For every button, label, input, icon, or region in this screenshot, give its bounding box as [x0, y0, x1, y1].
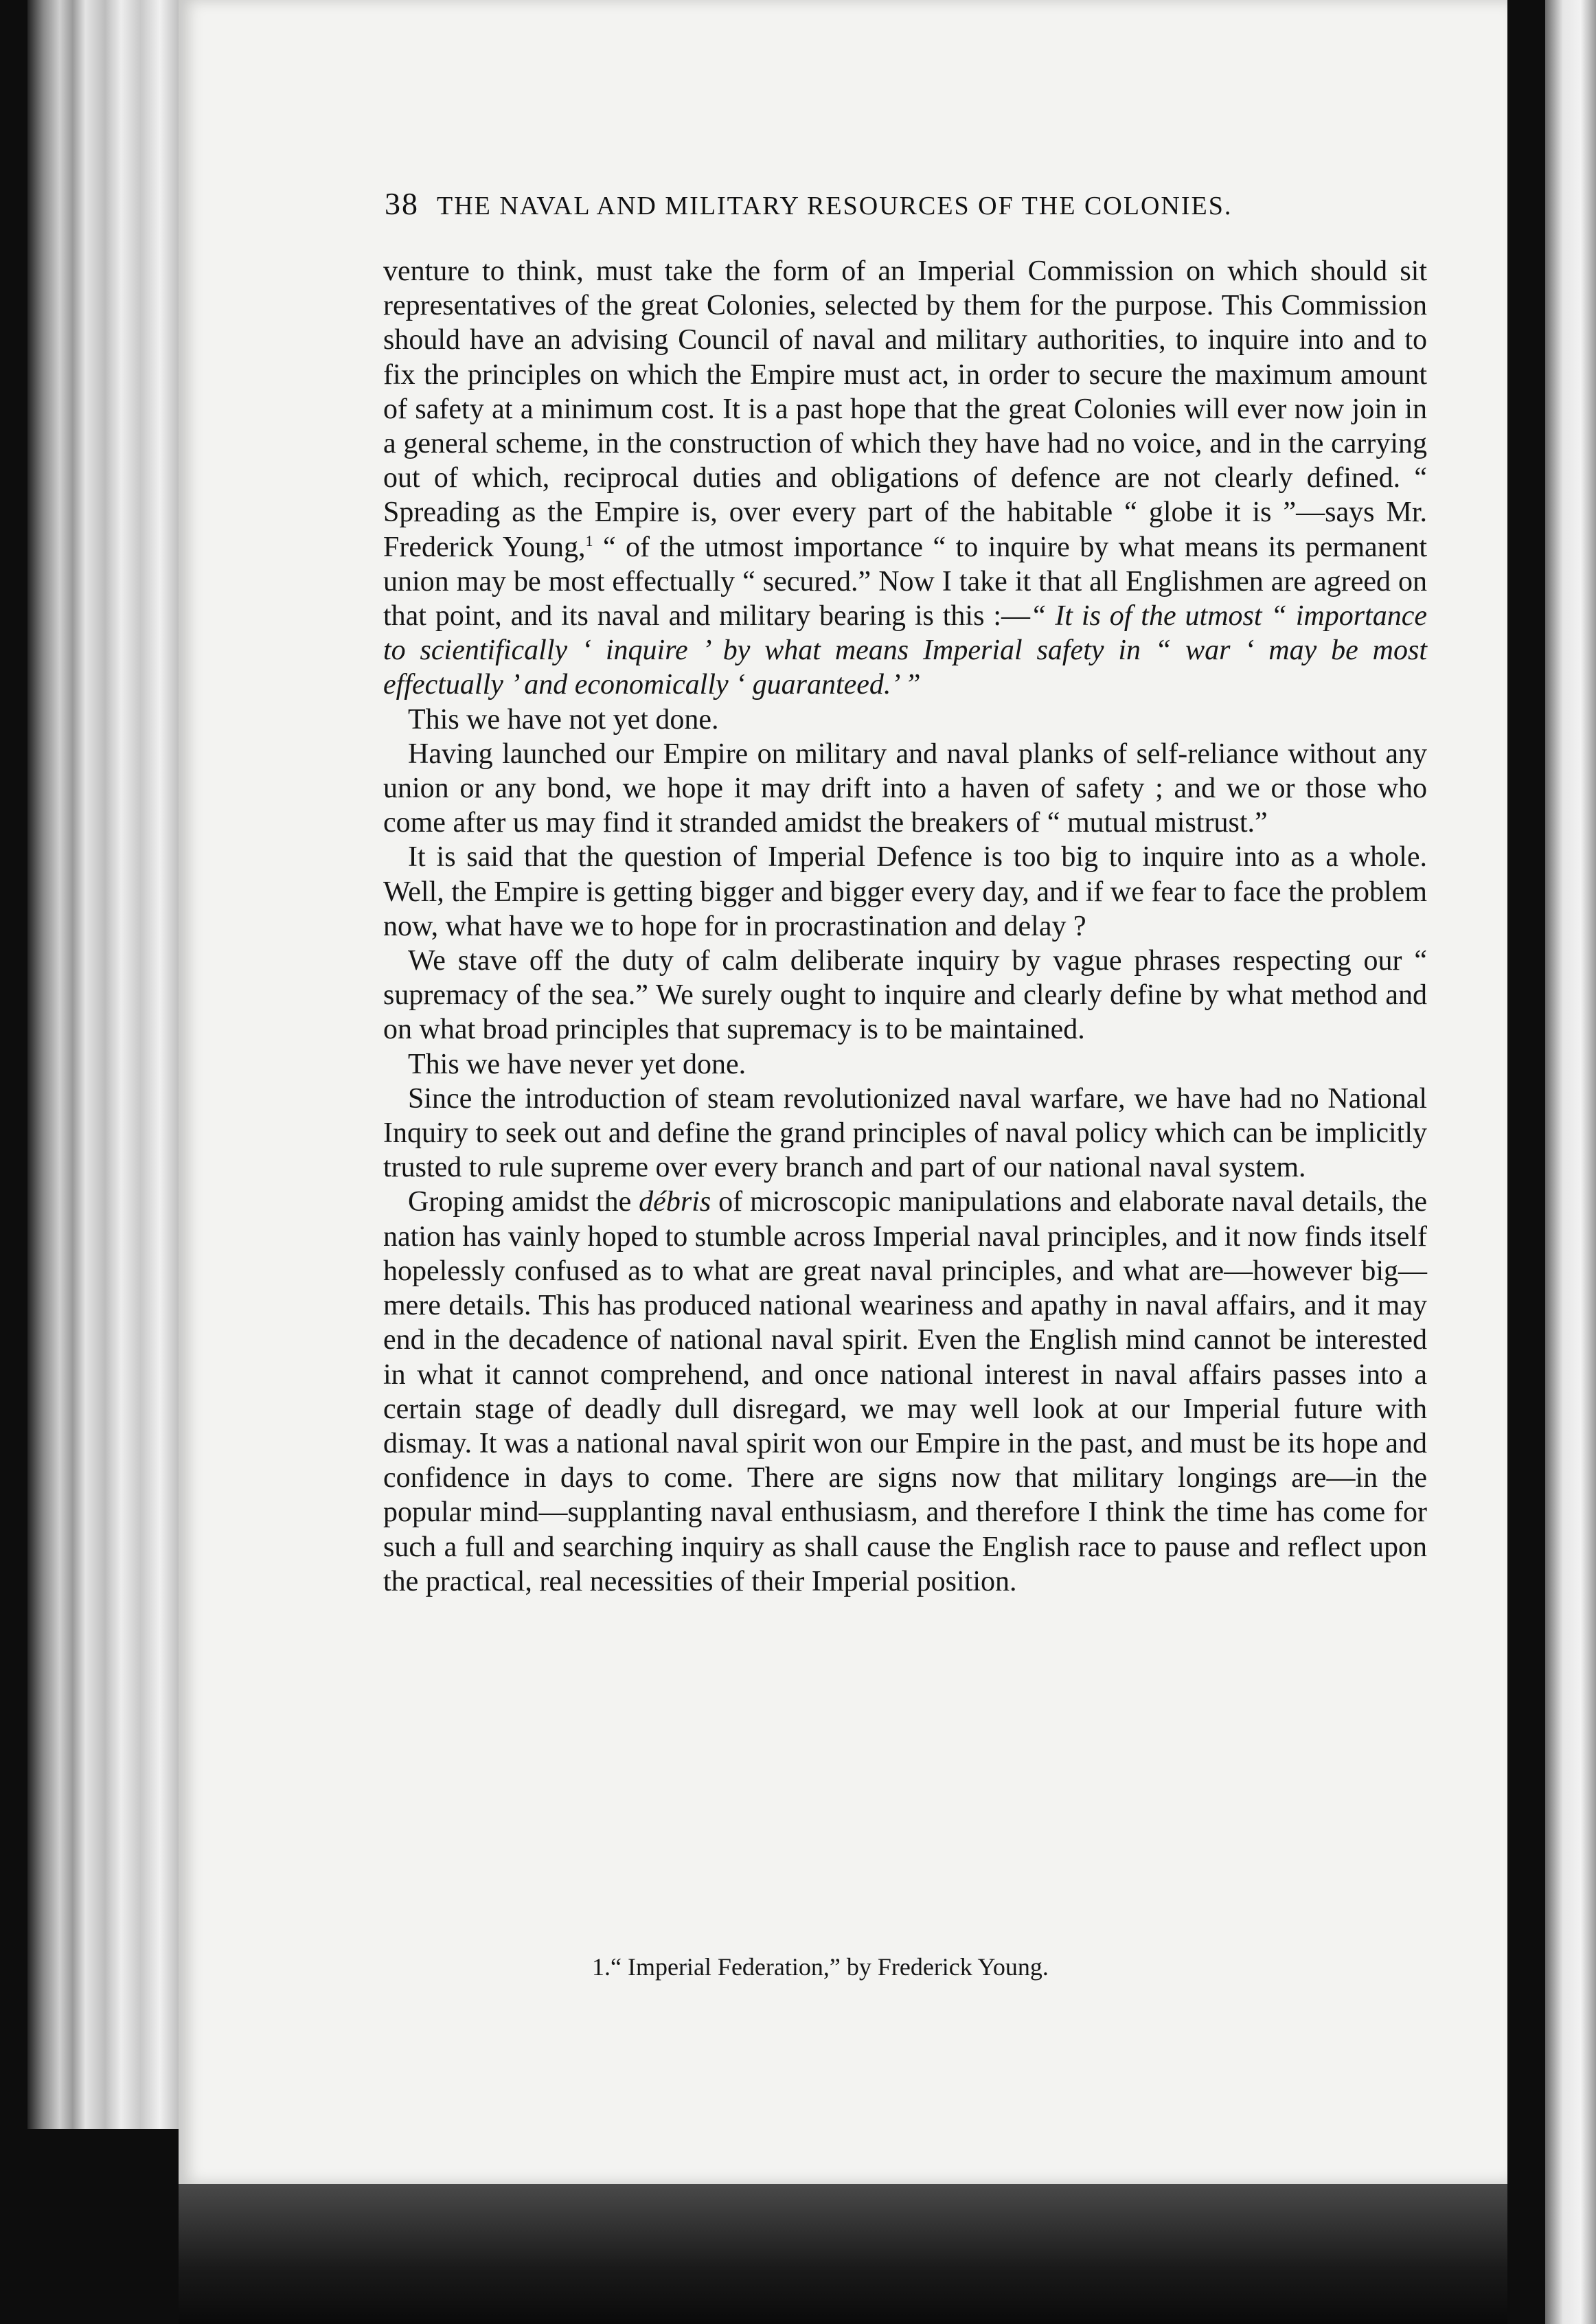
footnote-reference: 1 [585, 532, 593, 549]
paragraph-2: This we have not yet done. [408, 703, 719, 736]
running-head [385, 185, 1373, 222]
paragraph-3: Having launched our Empire on military and naval planks of self-reliance without any union or any bond, we hope it may drift into a haven of safety ; and we or those who come after us may find it stranded amidst the breakers of “ mutual mistrust.” [383, 738, 1427, 839]
body-text [383, 254, 1427, 1599]
running-head-title: THE NAVAL AND MILITARY RESOURCES OF THE COLONIES. [437, 192, 1233, 220]
paragraph-1-continued: “ of the utmost importance “ to inquire by what means its permanent union may be most effectually “ secured.” Now I take it that all Englishmen are agreed on that point, and its naval and military bearing is this :— [383, 531, 1427, 633]
footnote-marker: 1. [592, 1953, 611, 1981]
paragraph-1-italic-quote: “ It is of the utmost “ importance to scientifically ‘ inquire ’ by what means Imperial safety in “ war ‘ may be most effectually ’ and economically ‘ guaranteed.’ ” [383, 600, 1427, 701]
footnote-text: “ Imperial Federation,” by Frederick Young. [611, 1953, 1049, 1981]
paragraph-4: It is said that the question of Imperial Defence is too big to inquire into as a whole. Well, the Empire is getting bigger and bigger every day, and if we fear to face the problem now, what have we to hope for in procrastination and delay ? [383, 841, 1427, 942]
paragraph-8-italic-word: débris [639, 1186, 711, 1218]
paragraph-7: Since the introduction of steam revolutionized naval warfare, we have had no National Inquiry to seek out and define the grand principles of naval policy which can be implicitly trusted to rule supreme over every branch and part of our national naval system. [383, 1082, 1427, 1184]
facing-page-edge [1545, 0, 1596, 2324]
paragraph-1-text: venture to think, must take the form of an Imperial Commission on which should sit representatives of the great Colonies, selected by them for the purpose. This Commission should have an advising Council of naval and military authorities, to inquire into and to fix the principles on which the Empire must act, in order to secure the maximum amount of safety at a minimum cost. It is a past hope that the great Colonies will ever now join in a general scheme, in the construction of which they have had no voice, and in the carrying out of which, reciprocal duties and obligations of defence are not clearly defined. “ Spreading as the Empire is, over every part of the habitable “ globe it is ”—says Mr. Frederick Young, [383, 255, 1427, 563]
paragraph-1 [383, 254, 1427, 703]
page-bottom-shadow [179, 2184, 1507, 2324]
page-number: 38 [385, 186, 419, 221]
paragraph-8-continued: of microscopic manipulations and elaborate naval details, the nation has vainly hoped to stumble across Imperial naval principles, and it now finds itself hopelessly confused as to what are great naval principles, and what are—however big—mere details. This has produced national weariness and apathy in naval affairs, and it may end in the decadence of national naval spirit. Even the English mind cannot be interested in what it cannot comprehend, and once national interest in naval affairs passes into a certain stage of deadly dull disregard, we may well look at our Imperial future with dismay. It was a national naval spirit won our Empire in the past, and must be its hope and confidence in days to come. There are signs now that military longings are—in the popular mind—supplanting naval enthusiasm, and therefore I think the time has come for such a full and searching inquiry as shall cause the English race to pause and reflect upon the practical, real necessities of their Imperial position. [383, 1186, 1427, 1597]
paragraph-6: This we have never yet done. [408, 1048, 746, 1080]
paragraph-8-text: Groping amidst the [408, 1186, 639, 1218]
footnote [592, 1952, 1049, 1981]
paragraph-5: We stave off the duty of calm deliberate inquiry by vague phrases respecting our “ supremacy of the sea.” We surely ought to inquire and clearly define by what method and on what broad principles that supremacy is to be maintained. [383, 945, 1427, 1046]
book-page-edges [27, 0, 189, 2129]
paragraph-8 [383, 1185, 1427, 1598]
